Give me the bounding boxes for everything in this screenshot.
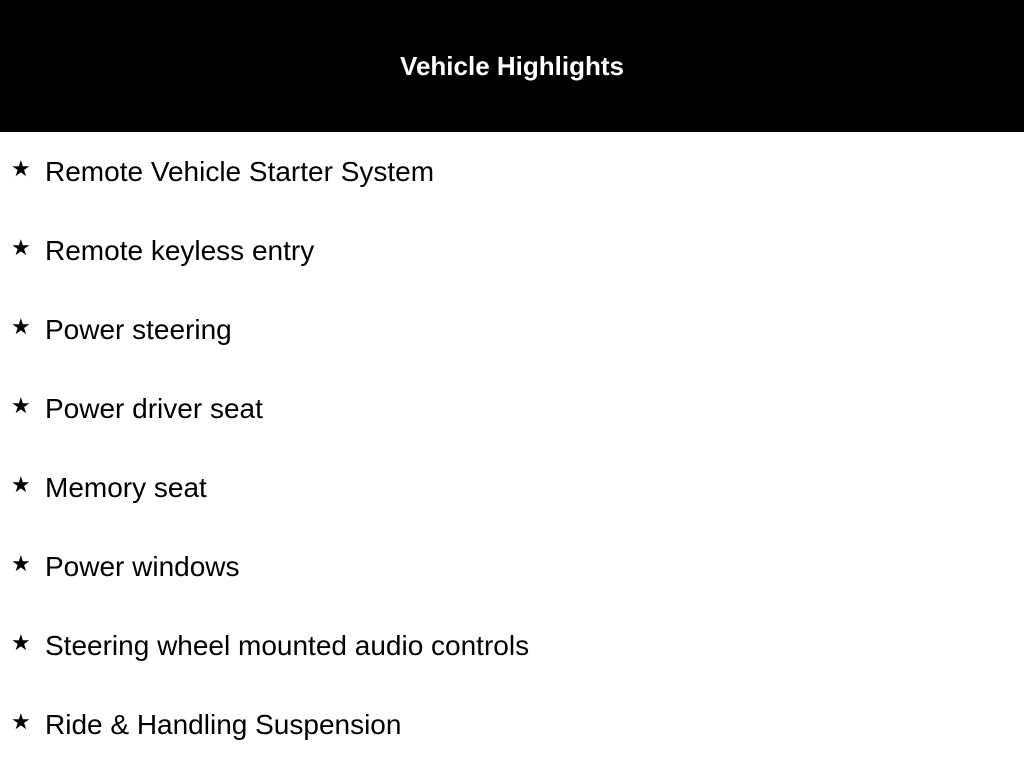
list-item-label: Power driver seat (45, 393, 263, 424)
list-item-label: Steering wheel mounted audio controls (45, 630, 530, 661)
list-item (0, 685, 1024, 764)
list-item-label: Memory seat (45, 472, 207, 503)
star-icon: ★ (11, 394, 31, 419)
list-item-label: Remote Vehicle Starter System (45, 156, 435, 187)
list-item-label: Remote keyless entry (45, 235, 315, 266)
list-item-label: Power windows (45, 551, 240, 582)
page-title: Vehicle Highlights (400, 50, 624, 81)
star-icon: ★ (11, 236, 31, 261)
header-bar (0, 0, 1024, 132)
star-icon: ★ (11, 157, 31, 182)
list-item (0, 527, 1024, 606)
star-icon: ★ (11, 552, 31, 577)
highlights-list (0, 132, 1024, 764)
list-item (0, 448, 1024, 527)
list-item (0, 211, 1024, 290)
list-item (0, 132, 1024, 211)
star-icon: ★ (11, 473, 31, 498)
list-item (0, 369, 1024, 448)
list-item-label: Power steering (45, 314, 232, 345)
star-icon: ★ (11, 315, 31, 340)
star-icon: ★ (11, 631, 31, 656)
star-icon: ★ (11, 710, 31, 735)
list-item-label: Ride & Handling Suspension (45, 709, 402, 740)
list-item (0, 606, 1024, 685)
list-item (0, 290, 1024, 369)
